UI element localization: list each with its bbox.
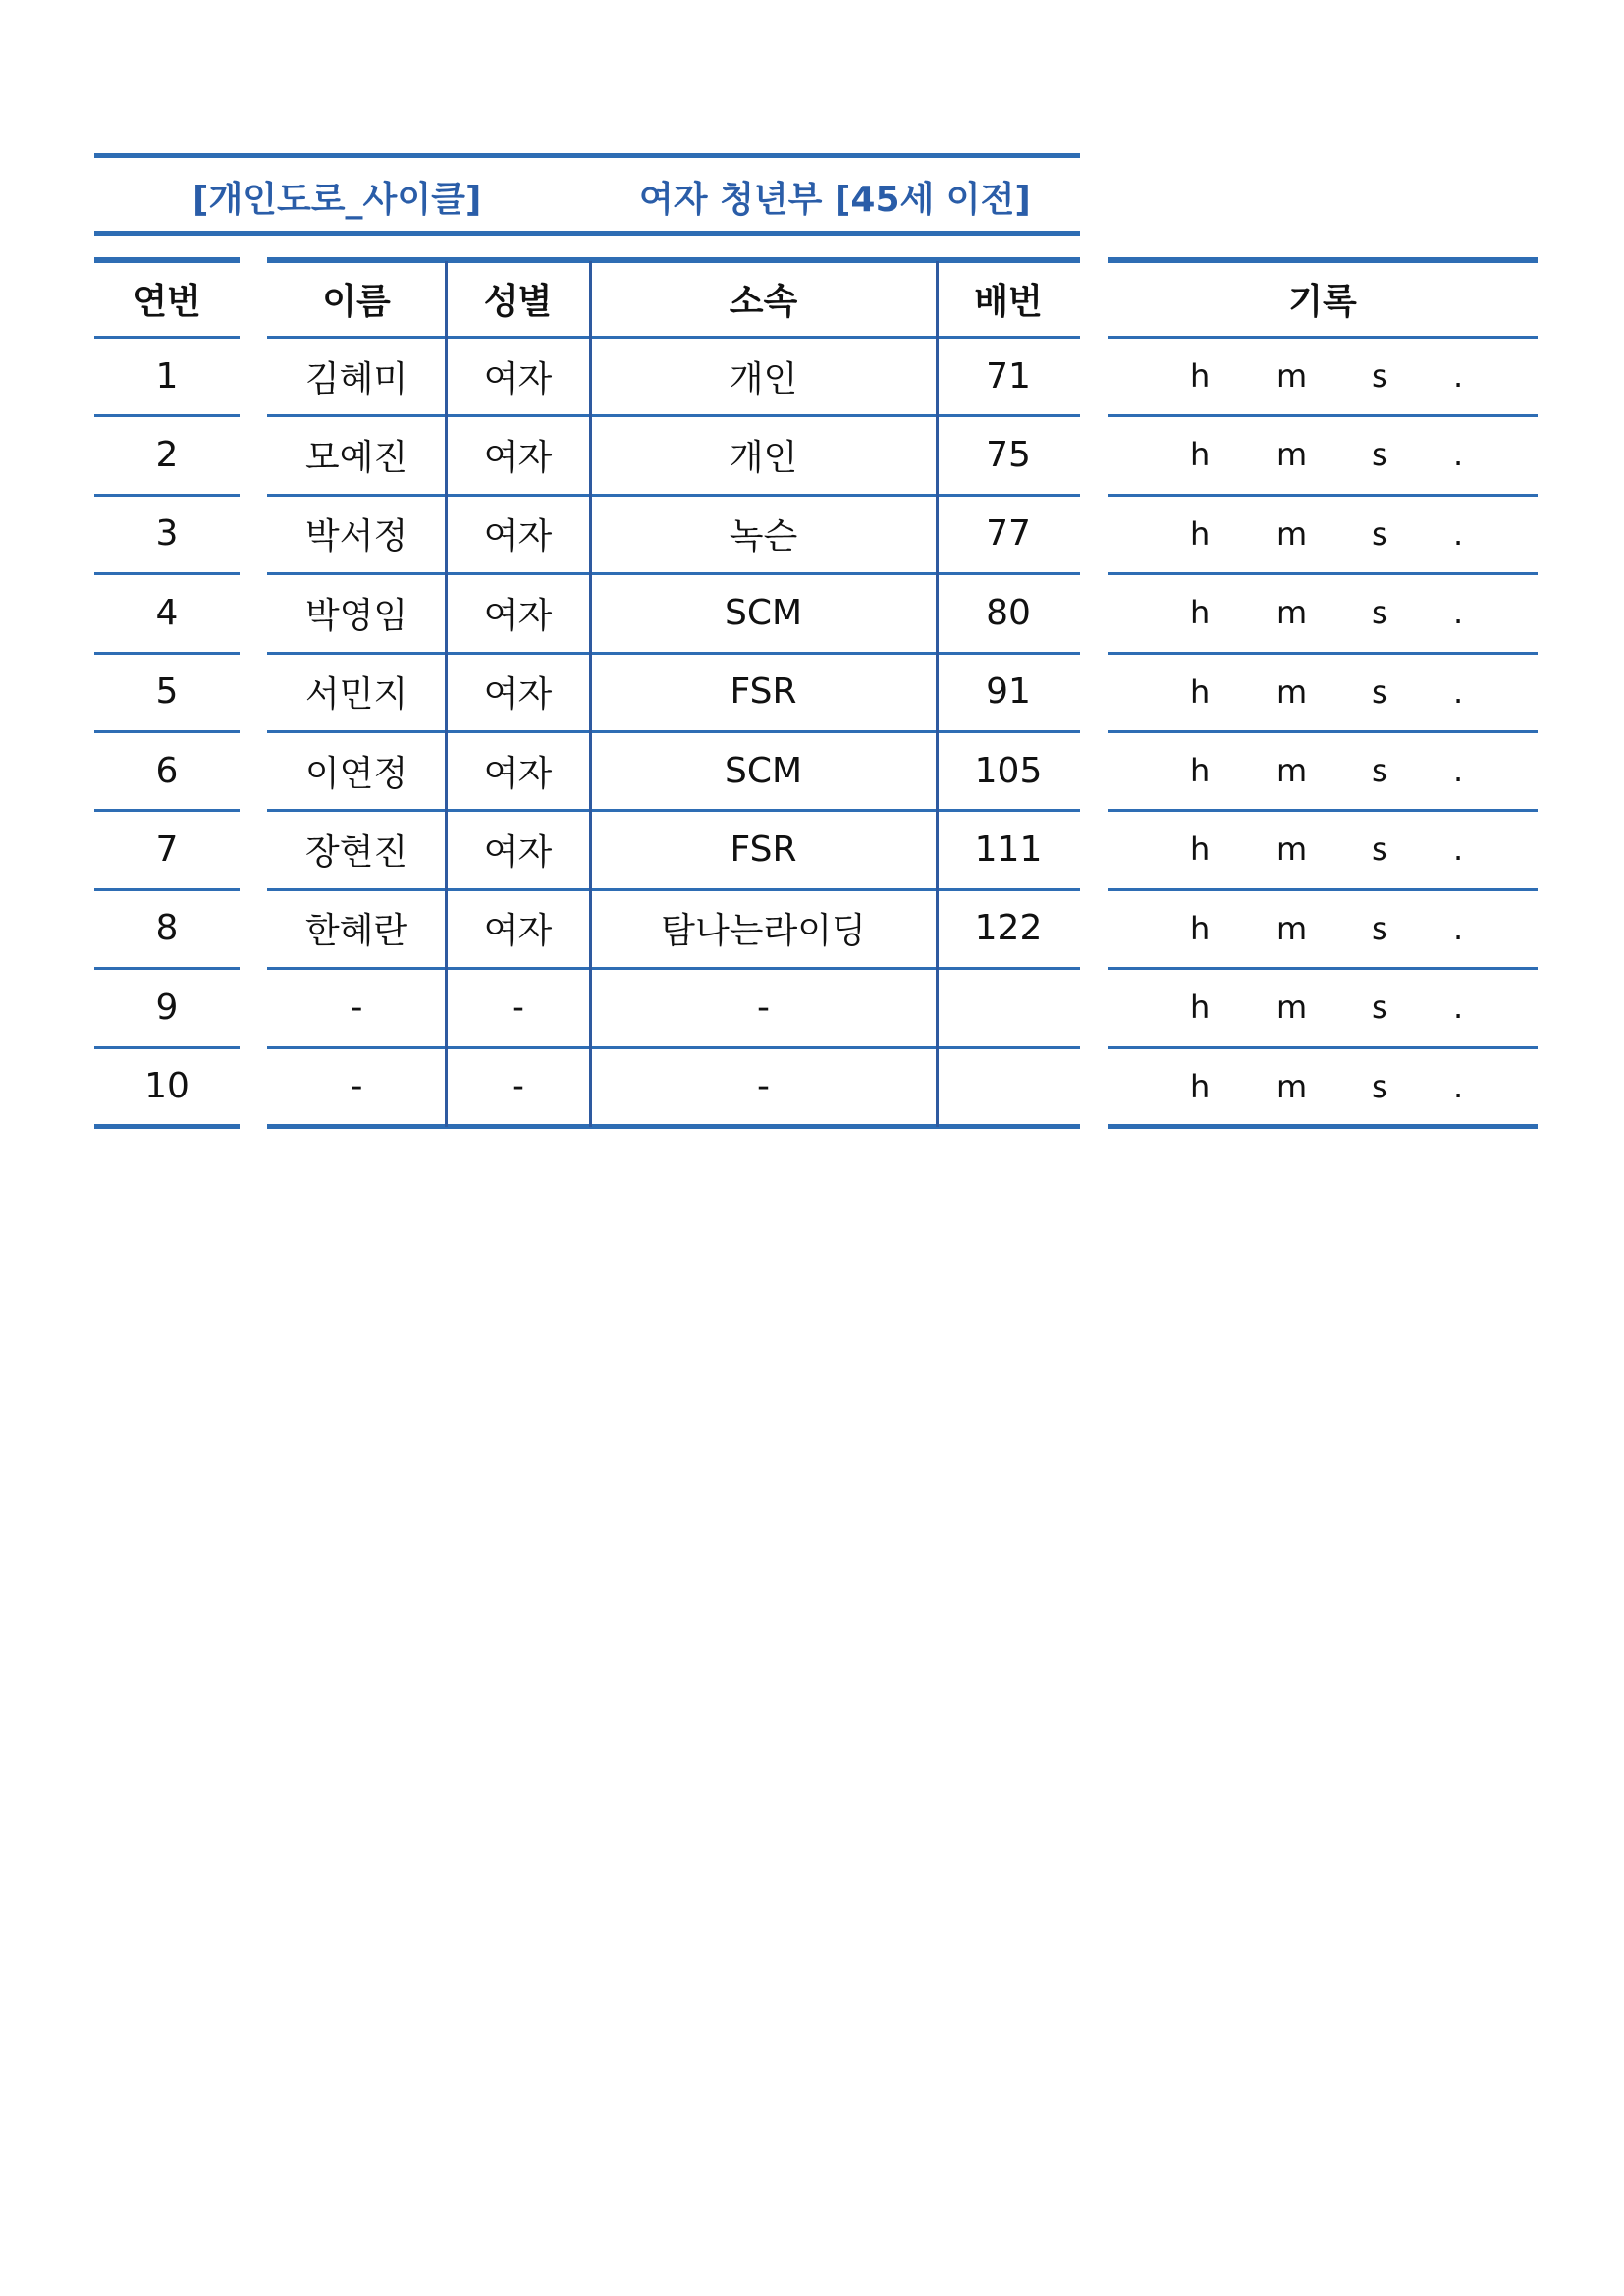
- cell-bib: [937, 1048, 1080, 1125]
- cell-gender: 여자: [483, 595, 553, 636]
- header-team: 소속: [729, 281, 798, 322]
- cell-bib: 77: [986, 513, 1031, 555]
- cell-team: 개인: [729, 438, 798, 479]
- record-unit-s: s: [1372, 1067, 1388, 1105]
- table-bottom-rule: [1108, 1124, 1538, 1129]
- cell-bib: 111: [974, 829, 1043, 871]
- row-rule: [1108, 572, 1538, 575]
- cell-team: FSR: [730, 671, 797, 713]
- record-unit-m: m: [1276, 988, 1308, 1027]
- cell-team: -: [757, 987, 770, 1028]
- record-unit-dot: .: [1453, 1067, 1464, 1105]
- cell-no: 10: [144, 1066, 189, 1107]
- cell-no: 4: [155, 592, 179, 633]
- cell-no: 5: [155, 671, 179, 713]
- cell-name: 김혜미: [304, 358, 408, 400]
- cell-name: 서민지: [304, 674, 408, 716]
- cell-gender: 여자: [483, 674, 553, 716]
- cell-bib: 91: [986, 671, 1031, 713]
- cell-bib: 122: [974, 908, 1043, 949]
- record-unit-m: m: [1276, 1067, 1308, 1105]
- row-rule: [1108, 809, 1538, 812]
- header-rule: [1108, 336, 1538, 339]
- cell-team: 탐나는라이딩: [661, 911, 866, 952]
- record-unit-m: m: [1276, 436, 1308, 474]
- cell-gender: 여자: [483, 438, 553, 479]
- cell-gender: 여자: [483, 911, 553, 952]
- record-unit-dot: .: [1453, 830, 1464, 869]
- cell-bib: 80: [986, 592, 1031, 633]
- cell-no: 1: [155, 355, 179, 397]
- event-title: [개인도로_사이클]: [192, 180, 482, 220]
- cell-gender: -: [512, 1066, 524, 1107]
- category-title: 여자 청년부 [45세 이전]: [639, 180, 1031, 220]
- record-unit-h: h: [1190, 672, 1211, 711]
- cell-gender: 여자: [483, 753, 553, 794]
- record-unit-h: h: [1190, 830, 1211, 869]
- record-unit-h: h: [1190, 357, 1211, 395]
- row-rule: [1108, 494, 1538, 497]
- record-unit-dot: .: [1453, 594, 1464, 632]
- cell-gender: 여자: [483, 516, 553, 558]
- cell-name: 이연정: [304, 753, 408, 794]
- record-unit-s: s: [1372, 594, 1388, 632]
- record-unit-dot: .: [1453, 988, 1464, 1027]
- record-unit-dot: .: [1453, 514, 1464, 553]
- record-unit-dot: .: [1453, 357, 1464, 395]
- record-unit-s: s: [1372, 830, 1388, 869]
- record-unit-s: s: [1372, 988, 1388, 1027]
- cell-name: 박영임: [304, 595, 408, 636]
- record-unit-s: s: [1372, 909, 1388, 947]
- cell-bib: 71: [986, 355, 1031, 397]
- record-unit-s: s: [1372, 514, 1388, 553]
- record-unit-h: h: [1190, 988, 1211, 1027]
- cell-no: 9: [155, 987, 179, 1028]
- row-rule: [1108, 1046, 1538, 1049]
- cell-name: 한혜란: [304, 911, 408, 952]
- header-bib: 배번: [974, 281, 1043, 322]
- cell-no: 6: [155, 750, 179, 791]
- cell-name: -: [350, 987, 363, 1028]
- record-unit-m: m: [1276, 357, 1308, 395]
- row-rule: [1108, 730, 1538, 733]
- cell-team: -: [757, 1066, 770, 1107]
- record-unit-h: h: [1190, 752, 1211, 789]
- record-unit-m: m: [1276, 594, 1308, 632]
- record-unit-dot: .: [1453, 436, 1464, 474]
- cell-team: SCM: [724, 750, 803, 791]
- cell-team: SCM: [724, 592, 803, 633]
- row-rule: [1108, 967, 1538, 970]
- cell-gender: 여자: [483, 358, 553, 400]
- cell-team: 개인: [729, 358, 798, 400]
- record-unit-dot: .: [1453, 672, 1464, 711]
- record-unit-s: s: [1372, 752, 1388, 789]
- record-unit-s: s: [1372, 436, 1388, 474]
- record-unit-s: s: [1372, 672, 1388, 711]
- record-unit-dot: .: [1453, 909, 1464, 947]
- record-unit-h: h: [1190, 594, 1211, 632]
- record-unit-h: h: [1190, 909, 1211, 947]
- cell-gender: -: [512, 987, 524, 1028]
- row-rule: [1108, 888, 1538, 891]
- header-record: 기록: [1288, 281, 1357, 322]
- row-rule: [1108, 652, 1538, 655]
- cell-no: 2: [155, 435, 179, 476]
- cell-team: FSR: [730, 829, 797, 871]
- row-rule: [1108, 414, 1538, 417]
- record-unit-m: m: [1276, 514, 1308, 553]
- record-unit-m: m: [1276, 672, 1308, 711]
- cell-no: 8: [155, 908, 179, 949]
- cell-name: 모예진: [304, 438, 408, 479]
- cell-team: 녹슨: [729, 516, 798, 558]
- record-unit-m: m: [1276, 909, 1308, 947]
- cell-name: -: [350, 1066, 363, 1107]
- record-unit-m: m: [1276, 752, 1308, 789]
- header-no: 연번: [133, 281, 201, 322]
- cell-bib: 75: [986, 435, 1031, 476]
- record-unit-s: s: [1372, 357, 1388, 395]
- header-name: 이름: [322, 281, 391, 322]
- title-banner: [94, 153, 1080, 236]
- cell-name: 장현진: [304, 832, 408, 874]
- record-unit-h: h: [1190, 514, 1211, 553]
- cell-gender: 여자: [483, 832, 553, 874]
- record-unit-h: h: [1190, 436, 1211, 474]
- cell-name: 박서정: [304, 516, 408, 558]
- cell-no: 7: [155, 829, 179, 871]
- record-unit-h: h: [1190, 1067, 1211, 1105]
- record-unit-dot: .: [1453, 752, 1464, 789]
- cell-bib: 105: [974, 750, 1043, 791]
- cell-no: 3: [155, 513, 179, 555]
- record-unit-m: m: [1276, 830, 1308, 869]
- header-gender: 성별: [483, 281, 553, 322]
- cell-bib: [937, 969, 1080, 1045]
